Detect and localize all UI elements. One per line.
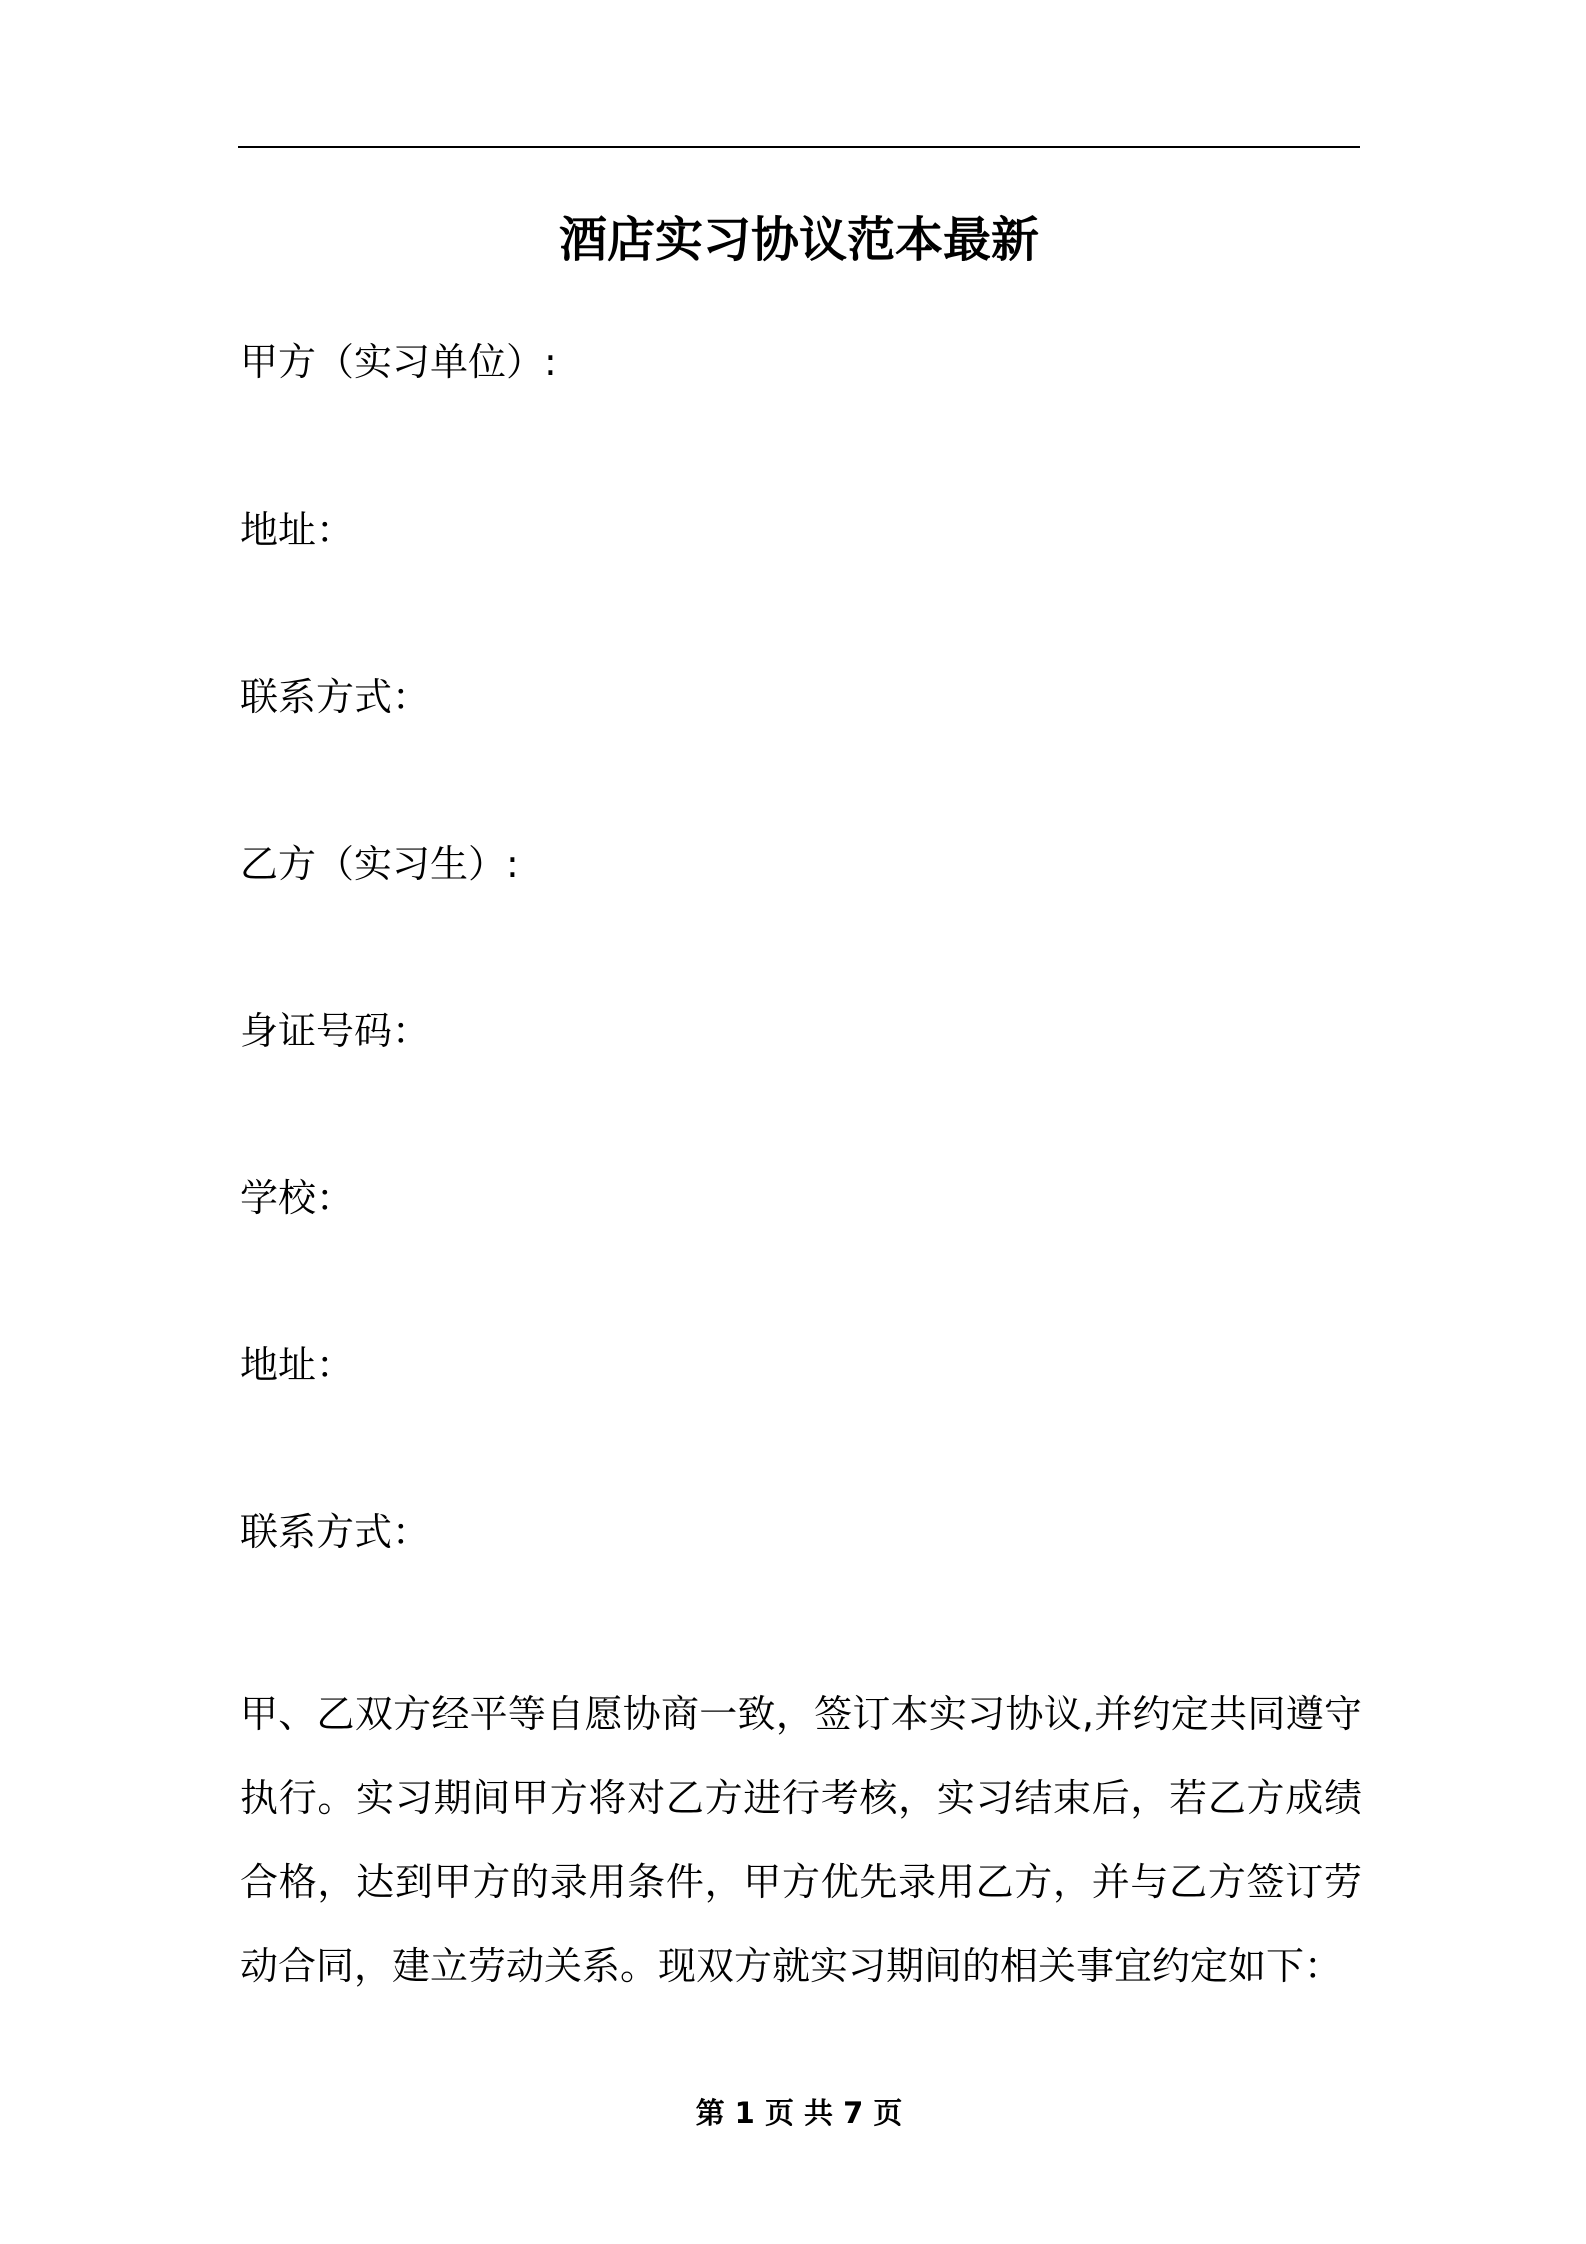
party-a-field: 甲方（实习单位）:	[240, 340, 557, 384]
party-a-address-field: 地址：	[240, 508, 355, 552]
school-field: 学校：	[240, 1176, 355, 1220]
party-b-address-field: 地址：	[240, 1343, 355, 1387]
document-title: 酒店实习协议范本最新	[558, 212, 1039, 268]
party-b-contact-field: 联系方式：	[240, 1510, 431, 1554]
intro-paragraph: 甲、乙双方经平等自愿协商一致，签订本实习协议,并约定共同遵守执行。实习期间甲方将对乙方进行考核，实习结束后，若乙方成绩合格，达到甲方的录用条件，甲方优先录用乙方，并与乙方签订劳动合同，建立劳动关系。现双方就实习期间的相关事宜约定如下：	[240, 1692, 1362, 1988]
page-number: 第 1 页 共 7 页	[695, 2096, 903, 2130]
header-rule	[238, 146, 1360, 148]
party-b-field: 乙方（实习生）:	[240, 842, 519, 886]
party-a-contact-field: 联系方式：	[240, 675, 431, 719]
id-number-field: 身证号码：	[240, 1009, 431, 1053]
